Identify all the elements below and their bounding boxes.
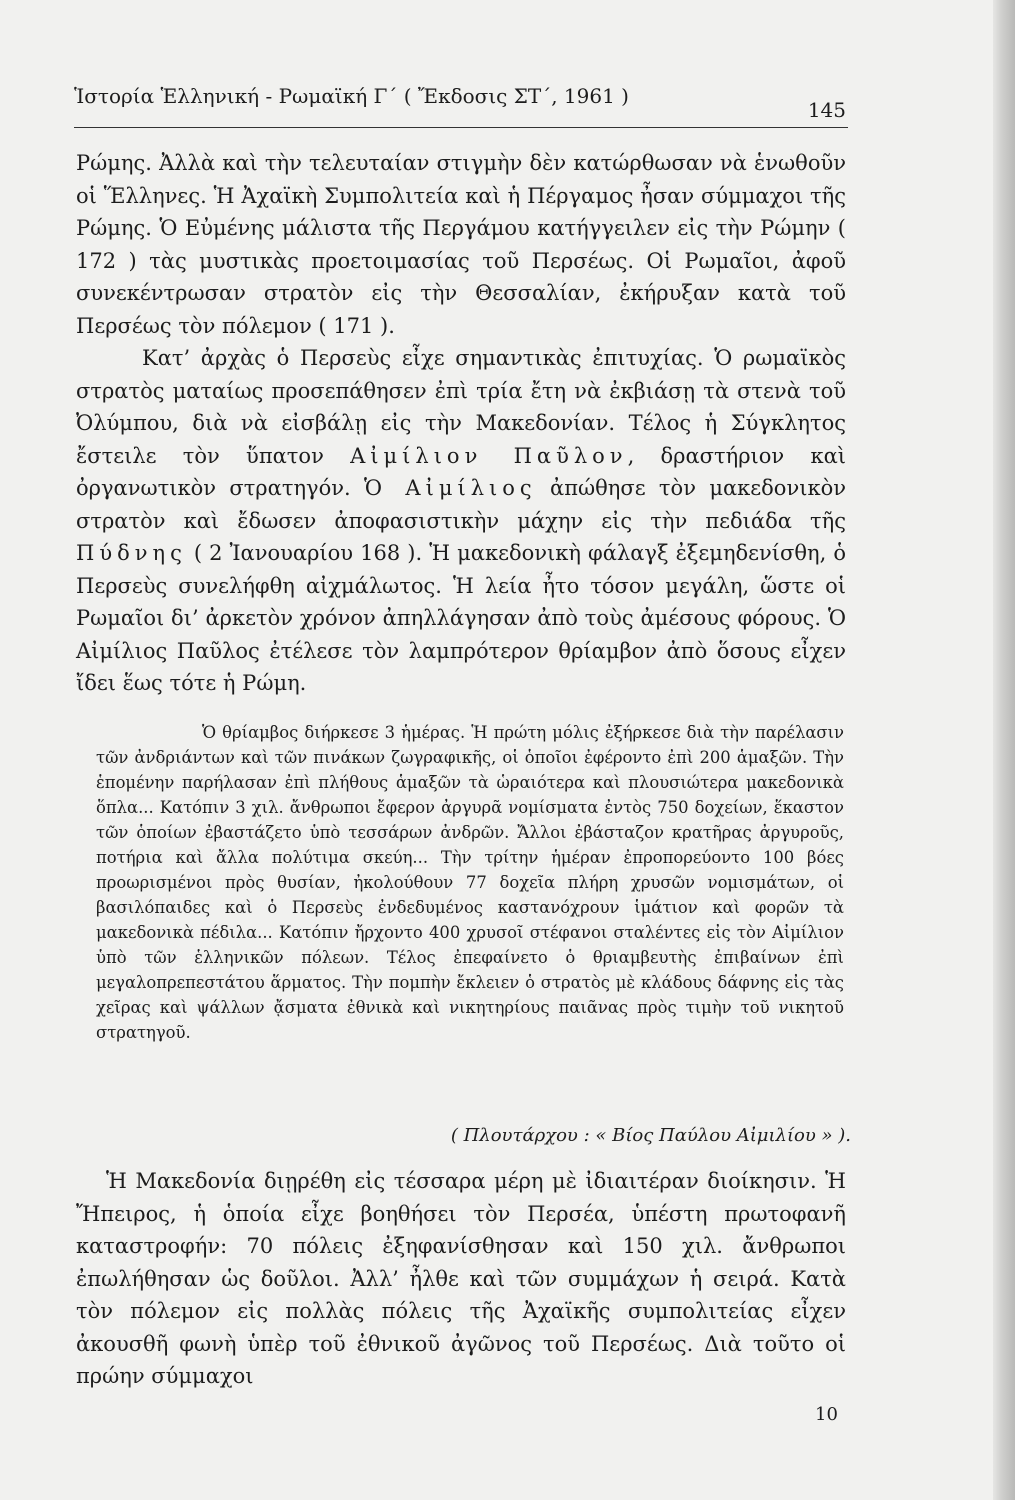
plutarch-quotation bbox=[96, 720, 844, 1045]
header-title: Ἱστορία Ἑλληνική - Ρωμαϊκή Γ΄ ( Ἔκδοσις ΣΤ΄, 1961 ) bbox=[74, 84, 629, 108]
paragraph-2-part-4: ( 2 Ἰανουαρίου 168 ). Ἡ μακεδονικὴ φάλαγξ ἐξεμηδενίσθη, ὁ Περσεὺς συνελήφθη αἰχμάλωτος. Ἡ λεία ἦτο τόσον μεγάλη, ὥστε οἱ Ρωμαῖοι δι’ ἀρκετὸν χρόνον ἀπηλλάγησαν ἀπὸ τοὺς ἀμέσους φόρους. Ὁ Αἰμίλιος Παῦλος ἐτέλεσε τὸν λαμπρότερον θρίαμβον ἀπὸ ὅσους εἶχεν ἴδει ἕως τότε ἡ Ρώμη. bbox=[76, 541, 846, 695]
header-rule bbox=[74, 127, 848, 128]
paragraph-2-part-2: , δραστήριον καὶ ὀργανωτικὸν στρατηγόν. bbox=[76, 443, 846, 500]
name-aemilius: Ὁ Αἰμίλιος bbox=[364, 476, 537, 500]
paragraph-3: Ἡ Μακεδονία διῃρέθη εἰς τέσσαρα μέρη μὲ ἰδιαιτέραν διοίκησιν. Ἡ Ἤπειρος, ἡ ὁποία εἶχε βοηθήσει τὸν Περσέα, ὑπέστη πρωτοφανῆ καταστροφήν: 70 πόλεις ἐξηφανίσθησαν καὶ 150 χιλ. ἄνθρωποι ἐπωλήθησαν ὡς δοῦλοι. Ἀλλ’ ἦλθε καὶ τῶν συμμάχων ἡ σειρά. Κατὰ τὸν πόλεμον εἰς πολλὰς πόλεις τῆς Ἀχαϊκῆς συμπολιτείας εἶχεν ἀκουσθῆ φωνὴ ὑπὲρ τοῦ ἐθνικοῦ ἀγῶνος τοῦ Περσέως. Διὰ τοῦτο οἱ πρώην σύμμαχοι bbox=[76, 1169, 846, 1388]
paragraph-2-part-1: Κατ’ ἀρχὰς ὁ Περσεὺς εἶχε σημαντικὰς ἐπιτυχίας. Ὁ ρωμαϊκὸς στρατὸς ματαίως προσεπάθησεν ἐπὶ τρία ἔτη νὰ ἐκβιάσῃ τὰ στενὰ τοῦ Ὀλύμπου, διὰ νὰ εἰσβάλῃ εἰς τὴν Μακεδονίαν. Τέλος ἡ Σύγκλητος ἔστειλε τὸν ὕπατον bbox=[76, 346, 846, 468]
name-aemilius-paulus: Αἰμίλιον Παῦλον bbox=[350, 443, 628, 468]
running-header bbox=[74, 82, 846, 122]
paragraph-1: Ρώμης. Ἀλλὰ καὶ τὴν τελευταίαν στιγμὴν δὲν κατώρθωσαν νὰ ἑνωθοῦν οἱ Ἕλληνες. Ἡ Ἀχαϊκὴ Συμπολιτεία καὶ ἡ Πέργαμος ἦσαν σύμμαχοι τῆς Ρώμης. Ὁ Εὐμένης μάλιστα τῆς Περγάμου κατήγγειλεν εἰς τὴν Ρώμην ( 172 ) τὰς μυστικὰς προετοιμασίας τοῦ Περσέως. Οἱ Ρωμαῖοι, ἀφοῦ συνεκέντρωσαν στρατὸν εἰς τὴν Θεσσαλίαν, ἐκήρυξαν κατὰ τοῦ Περσέως τὸν πόλεμον ( 171 ). bbox=[76, 151, 846, 338]
quotation-text: Ὁ θρίαμβος διήρκεσε 3 ἡμέρας. Ἡ πρώτη μόλις ἐξήρκεσε διὰ τὴν παρέλασιν τῶν ἀνδριάντων καὶ τῶν πινάκων ζωγραφικῆς, οἱ ὁποῖοι ἐφέροντο ἐπὶ 200 ἁμαξῶν. Τὴν ἑπομένην παρήλασαν ἐπὶ πλήθους ἁμαξῶν τὰ ὡραιότερα καὶ πλουσιώτερα μακεδονικὰ ὅπλα... Κατόπιν 3 χιλ. ἄνθρωποι ἔφερον ἀργυρᾶ νομίσματα ἐντὸς 750 δοχείων, ἕκαστον τῶν ὁποίων ἐβαστάζετο ὑπὸ τεσσάρων ἀνδρῶν. Ἄλλοι ἐβάσταζον κρατῆρας ἀργυροῦς, ποτήρια καὶ ἄλλα πολύτιμα σκεύη... Τὴν τρίτην ἡμέραν ἐπροπορεύοντο 100 βόες προωρισμένοι πρὸς θυσίαν, ἠκολούθουν 77 δοχεῖα πλήρη χρυσῶν νομισμάτων, οἱ βασιλόπαιδες καὶ ὁ Περσεὺς ἐνδεδυμένος καστανόχρουν ἱμάτιον καὶ φορῶν τὰ μακεδονικὰ πέδιλα... Κατόπιν ἤρχοντο 400 χρυσοῖ στέφανοι σταλέντες εἰς τὸν Αἰμίλιον ὑπὸ τῶν ἑλληνικῶν πόλεων. Τέλος ἐπεφαίνετο ὁ θριαμβευτὴς ἐπιβαίνων ἐπὶ μεγαλοπρεπεστάτου ἅρματος. Τὴν πομπὴν ἔκλειεν ὁ στρατὸς μὲ κλάδους δάφνης εἰς τὰς χεῖρας καὶ ψάλλων ᾄσματα ἐθνικὰ καὶ νικητηρίους παιᾶνας πρὸς τιμὴν τοῦ νικητοῦ στρατηγοῦ. bbox=[96, 723, 844, 1042]
paragraph-2-part-3: ἀπώθησε τὸν μακεδονικὸν στρατὸν καὶ ἔδωσεν ἀποφασιστικὴν μάχην εἰς τὴν πεδιάδα τῆς bbox=[76, 476, 846, 533]
quotation-source: ( Πλουτάρχου : « Βίος Παύλου Αἰμιλίου » ). bbox=[450, 1125, 851, 1146]
page-number: 145 bbox=[807, 98, 846, 122]
continuation-text bbox=[76, 1165, 846, 1393]
page-edge-shadow bbox=[993, 0, 1015, 1500]
main-text bbox=[76, 147, 846, 700]
paragraph-2 bbox=[76, 342, 846, 700]
signature-mark: 10 bbox=[815, 1404, 838, 1425]
name-pydna: Πύδνης bbox=[76, 541, 187, 565]
